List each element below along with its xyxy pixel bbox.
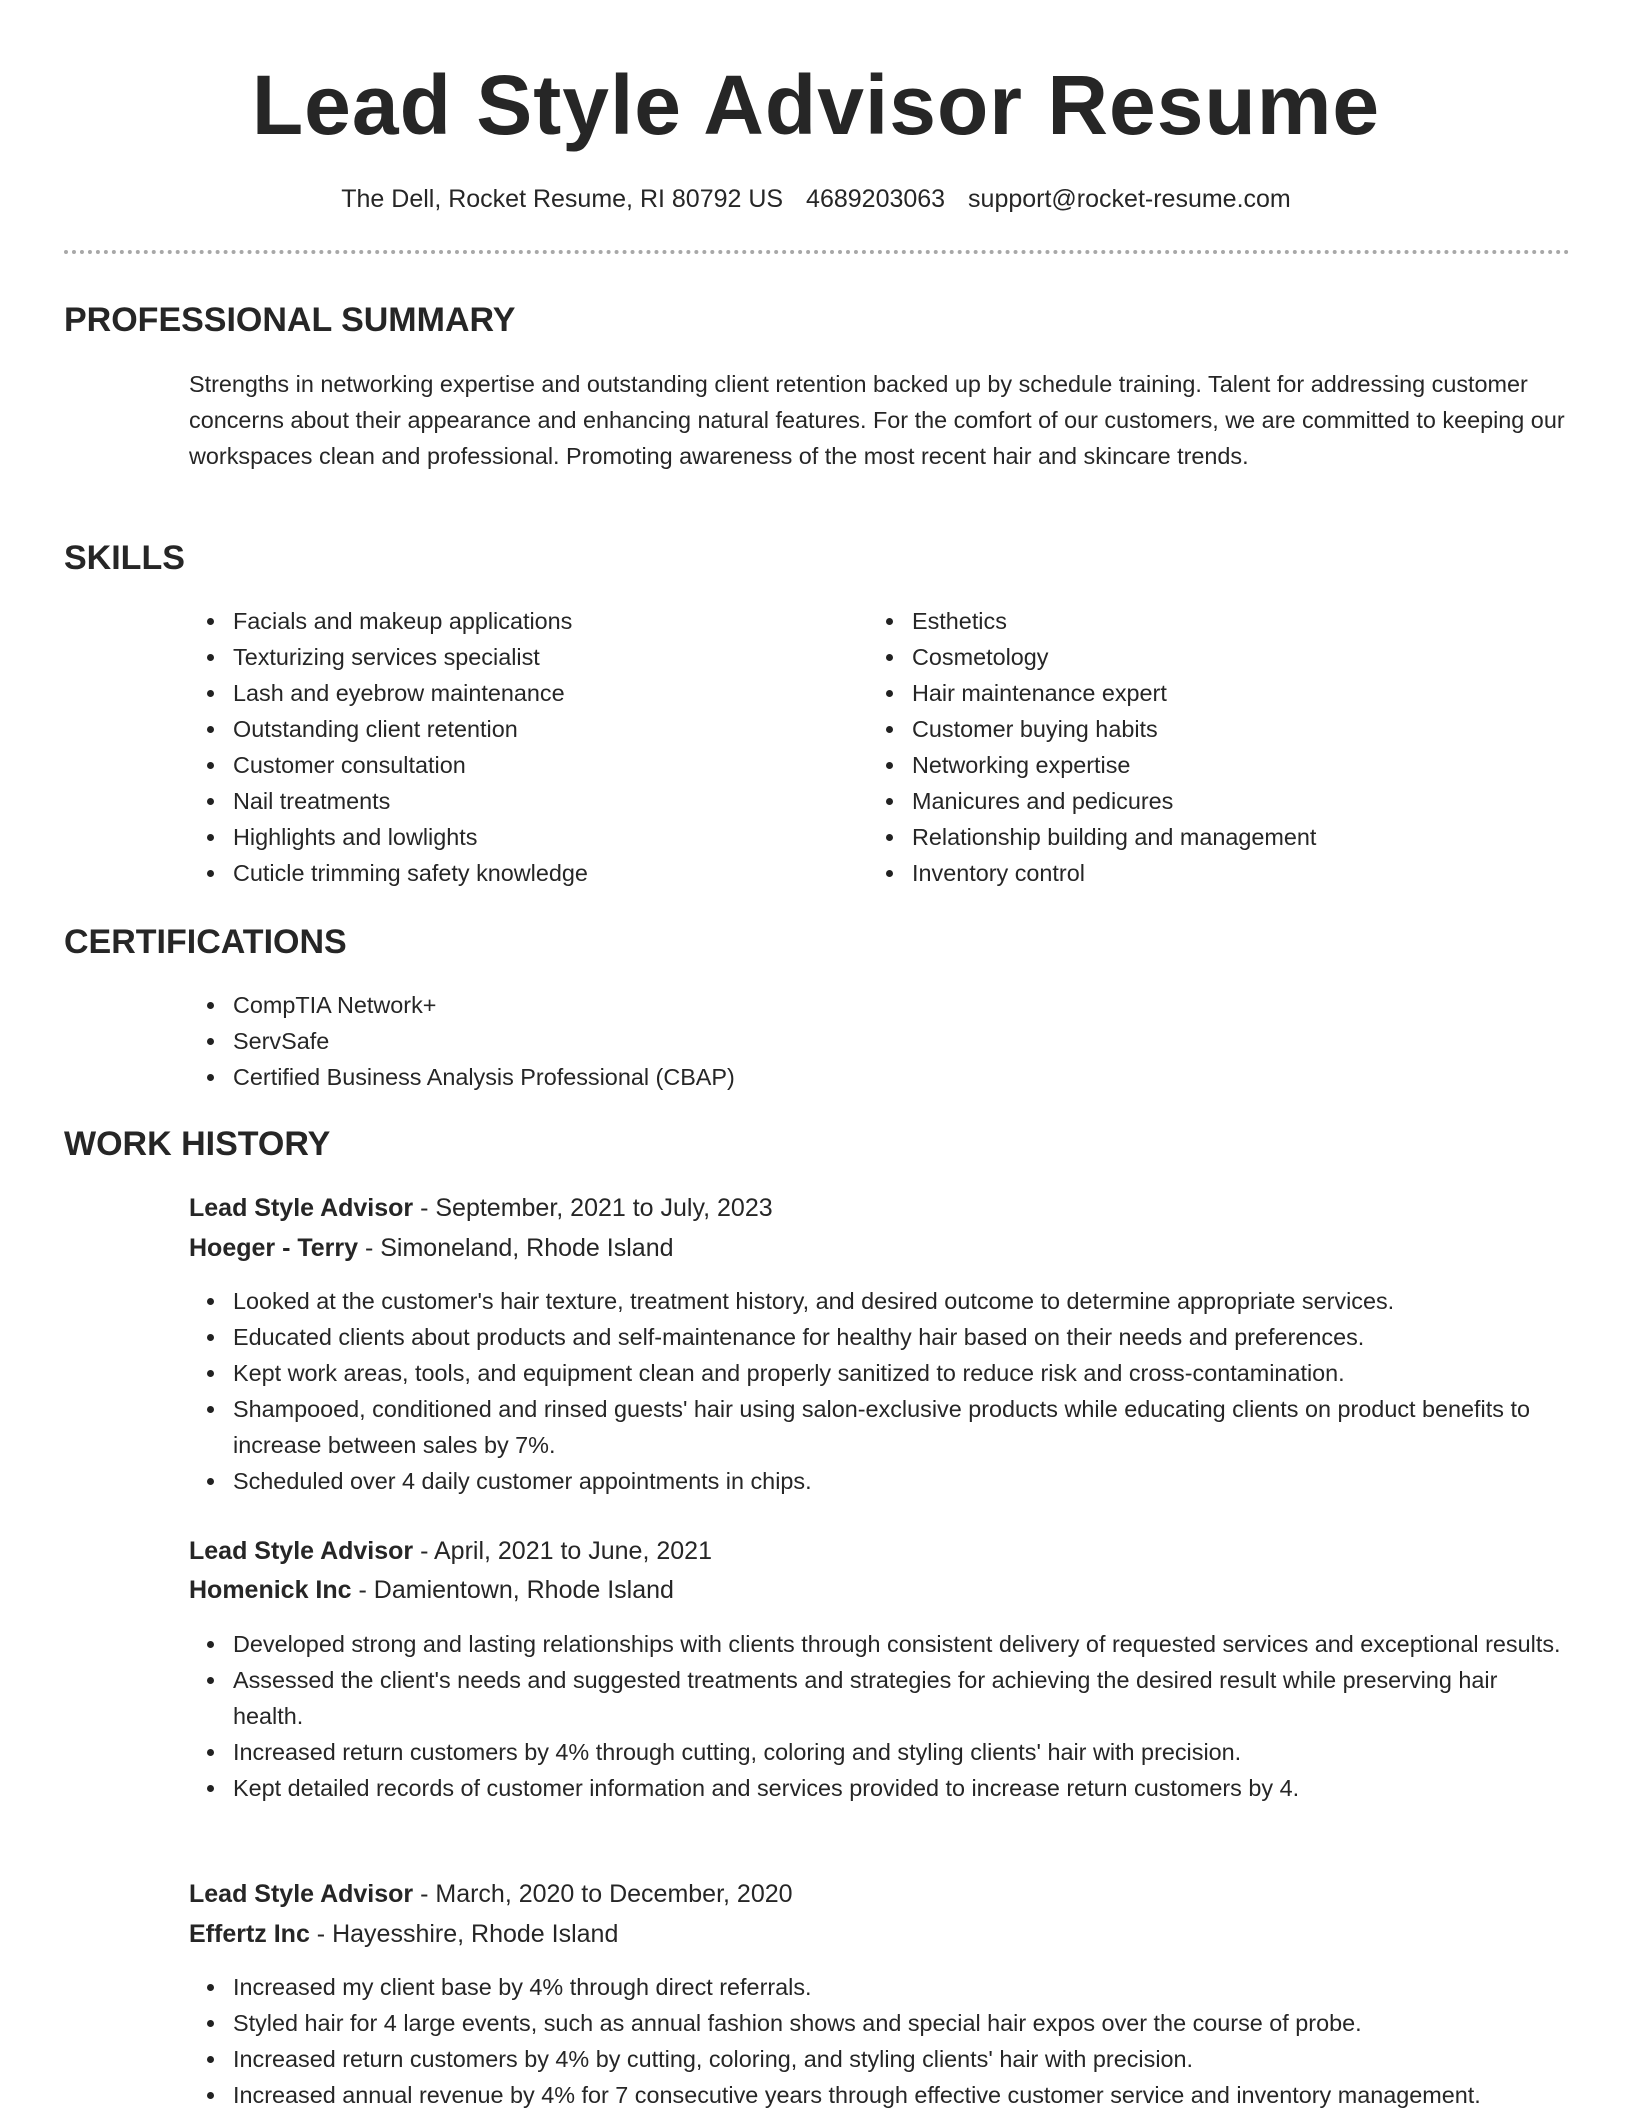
job-role: Lead Style Advisor [189, 1194, 414, 1222]
skills-list-right [868, 603, 1548, 891]
skill-item: Cuticle trimming safety knowledge [189, 855, 829, 891]
job-company: Hoeger - Terry [189, 1234, 359, 1262]
work-history-heading: WORK HISTORY [64, 1125, 331, 1163]
skill-item: Nail treatments [189, 783, 829, 819]
job-bullet: Looked at the customer's hair texture, treatment history, and desired outcome to determine appropriate services. [189, 1283, 1569, 1319]
certification-item: CompTIA Network+ [189, 987, 1569, 1023]
skill-item: Esthetics [868, 603, 1548, 639]
job-location: - Hayesshire, Rhode Island [309, 1920, 619, 1948]
summary-heading: PROFESSIONAL SUMMARY [64, 301, 516, 339]
job-role-line [189, 1190, 773, 1226]
skill-item: Texturizing services specialist [189, 639, 829, 675]
job-bullet: Increased my client base by 4% through direct referrals. [189, 1969, 1589, 2005]
skill-item: Facials and makeup applications [189, 603, 829, 639]
job-bullet: Developed strong and lasting relationships with clients through consistent delivery of requested services and exceptional results. [189, 1626, 1569, 1662]
job-bullet: Kept detailed records of customer information and services provided to increase return customers by 4. [189, 1770, 1569, 1806]
job-bullet: Styled hair for 4 large events, such as annual fashion shows and special hair expos over the course of probe. [189, 2005, 1589, 2041]
job-role: Lead Style Advisor [189, 1537, 414, 1565]
skill-item: Hair maintenance expert [868, 675, 1548, 711]
certification-item: ServSafe [189, 1023, 1569, 1059]
job-dates: - March, 2020 to December, 2020 [413, 1880, 793, 1908]
skill-item: Highlights and lowlights [189, 819, 829, 855]
skill-item: Lash and eyebrow maintenance [189, 675, 829, 711]
contact-line [0, 182, 1632, 216]
job-company: Homenick Inc [189, 1576, 352, 1604]
job-company-line [189, 1572, 674, 1608]
skill-item: Manicures and pedicures [868, 783, 1548, 819]
job-role-line [189, 1533, 712, 1569]
job-bullet: Shampooed, conditioned and rinsed guests' hair using salon-exclusive products while educating clients on product benefits to increase between sales by 7%. [189, 1391, 1569, 1463]
skills-heading: SKILLS [64, 539, 185, 577]
contact-address: The Dell, Rocket Resume, RI 80792 US [341, 185, 784, 213]
job-bullet: Kept work areas, tools, and equipment clean and properly sanitized to reduce risk and cross-contamination. [189, 1355, 1569, 1391]
contact-phone: 4689203063 [806, 185, 946, 213]
job-company-line [189, 1230, 674, 1266]
skills-list-left [189, 603, 829, 891]
skill-item: Customer buying habits [868, 711, 1548, 747]
job-dates: - April, 2021 to June, 2021 [413, 1537, 712, 1565]
resume-title: Lead Style Advisor Resume [251, 58, 1381, 152]
certifications-heading: CERTIFICATIONS [64, 923, 347, 961]
job-bullet: Increased annual revenue by 4% for 7 consecutive years through effective customer service and inventory management. [189, 2077, 1589, 2113]
summary-text: Strengths in networking expertise and outstanding client retention backed up by schedule training. Talent for addressing customer concerns about their appearance and enhancing natural features. For the comfort of our customers, we are committed to keeping our workspaces clean and professional. Promoting awareness of the most recent hair and skincare trends. [189, 371, 1565, 469]
skill-item: Outstanding client retention [189, 711, 829, 747]
job-bullet: Scheduled over 4 daily customer appointments in chips. [189, 1463, 1569, 1499]
job-dates: - September, 2021 to July, 2023 [413, 1194, 773, 1222]
skill-item: Cosmetology [868, 639, 1548, 675]
certification-item: Certified Business Analysis Professional (CBAP) [189, 1059, 1569, 1095]
job-bullet: Increased return customers by 4% by cutting, coloring, and styling clients' hair with precision. [189, 2041, 1589, 2077]
job-role: Lead Style Advisor [189, 1880, 414, 1908]
skill-item: Networking expertise [868, 747, 1548, 783]
job-company: Effertz Inc [189, 1920, 310, 1948]
job-role-line [189, 1876, 793, 1912]
job-location: - Damientown, Rhode Island [351, 1576, 674, 1604]
job-company-line [189, 1916, 618, 1952]
job-bullet: Assessed the client's needs and suggested treatments and strategies for achieving the desired result while preserving hair health. [189, 1662, 1569, 1734]
job-bullet: Increased return customers by 4% through cutting, coloring and styling clients' hair with precision. [189, 1734, 1569, 1770]
skill-item: Inventory control [868, 855, 1548, 891]
certifications-list [189, 987, 1569, 1095]
skill-item: Relationship building and management [868, 819, 1548, 855]
job-bullets [189, 1969, 1589, 2113]
skill-item: Customer consultation [189, 747, 829, 783]
job-bullets [189, 1626, 1569, 1806]
contact-email: support@rocket-resume.com [968, 185, 1291, 213]
job-bullet: Educated clients about products and self-maintenance for healthy hair based on their needs and preferences. [189, 1319, 1569, 1355]
header-divider [64, 250, 1570, 254]
job-bullets [189, 1283, 1569, 1499]
job-location: - Simoneland, Rhode Island [358, 1234, 674, 1262]
